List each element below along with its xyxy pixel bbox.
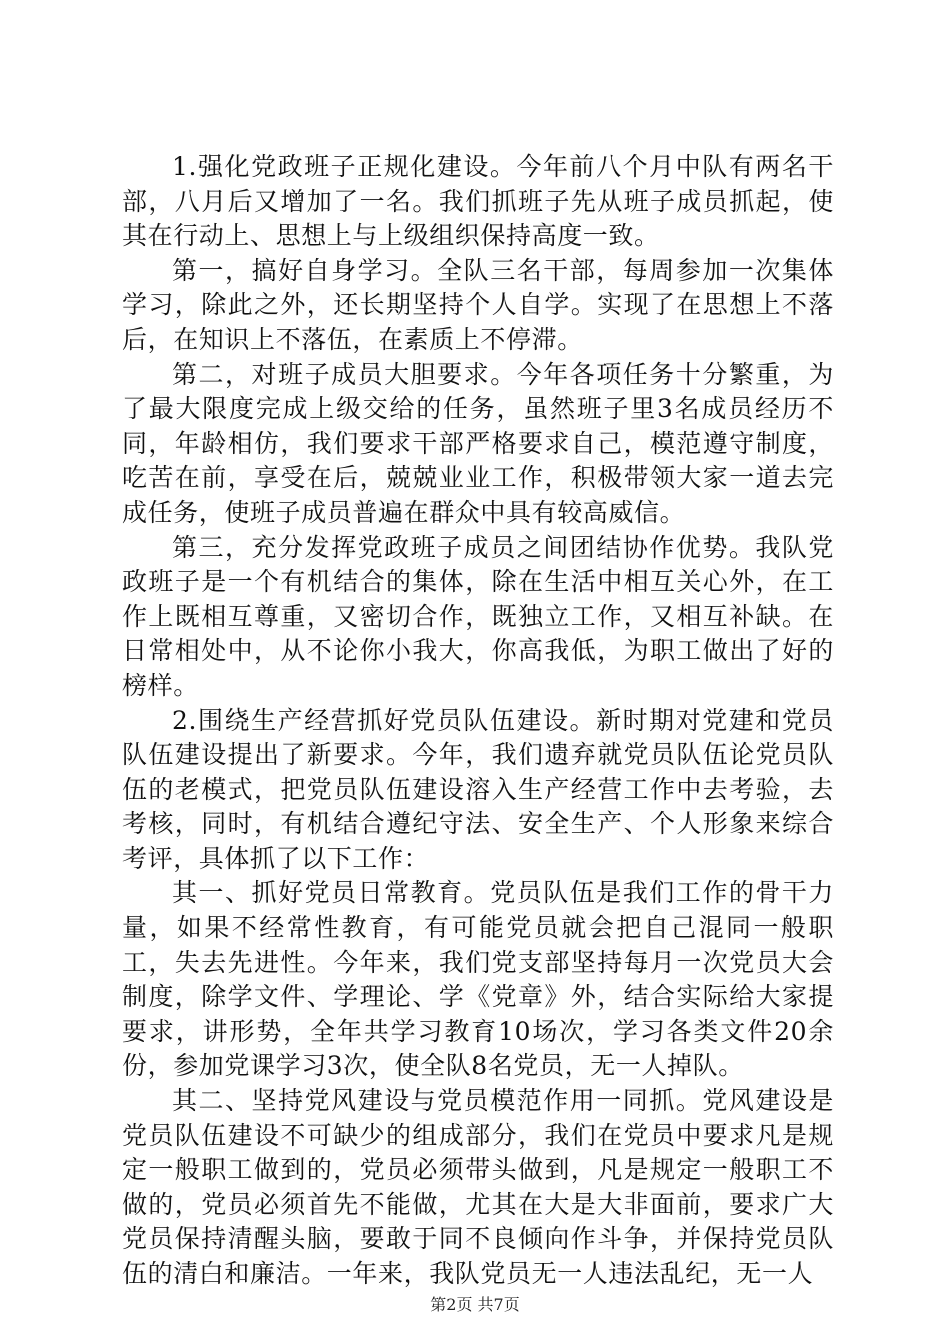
page-footer: 第2页 共7页 (430, 1295, 520, 1314)
paragraph-party-style: 其二、坚持党风建设与党员模范作用一同抓。党风建设是党员队伍建设不可缺少的组成部分，我们在党员中要求凡是规定一般职工做到的，党员必须带头做到，凡是规定一般职工不做的，党员必须首先不能做，尤其在大是大非面前，要求广大党员保持清醒头脑，要敢于同不良倾向作斗争，并保持党员队伍的清白和廉洁。一年来，我队党员无一人违法乱纪，无一人 (122, 1086, 834, 1288)
paragraph-third-cooperation: 第三，充分发挥党政班子成员之间团结协作优势。我队党政班子是一个有机结合的集体，除在生活中相互关心外，在工作上既相互尊重，又密切合作，既独立工作，又相互补缺。在日常相处中，从不论你小我大，你高我低，为职工做出了好的榜样。 (122, 532, 834, 700)
paragraph-strengthen-leadership: 1.强化党政班子正规化建设。今年前八个月中队有两名干部，八月后又增加了一名。我们抓班子先从班子成员抓起，使其在行动上、思想上与上级组织保持高度一致。 (122, 152, 834, 251)
paragraph-first-self-study: 第一，搞好自身学习。全队三名干部，每周参加一次集体学习，除此之外，还长期坚持个人自学。实现了在思想上不落后，在知识上不落伍，在素质上不停滞。 (122, 255, 834, 354)
paragraph-daily-education: 其一、抓好党员日常教育。党员队伍是我们工作的骨干力量，如果不经常性教育，有可能党员就会把自己混同一般职工，失去先进性。今年来，我们党支部坚持每月一次党员大会制度，除学文件、学理论、学《党章》外，结合实际给大家提要求，讲形势，全年共学习教育10场次，学习各类文件20余份，参加党课学习3次，使全队8名党员，无一人掉队。 (122, 878, 834, 1081)
paragraph-second-requirements: 第二，对班子成员大胆要求。今年各项任务十分繁重，为了最大限度完成上级交给的任务，虽然班子里3名成员经历不同，年龄相仿，我们要求干部严格要求自己，模范遵守制度，吃苦在前，享受在后，兢兢业业工作，积极带领大家一道去完成任务，使班子成员普遍在群众中具有较高威信。 (122, 359, 834, 527)
paragraph-party-member-team: 2.围绕生产经营抓好党员队伍建设。新时期对党建和党员队伍建设提出了新要求。今年，我们遗弃就党员队伍论党员队伍的老模式，把党员队伍建设溶入生产经营工作中去考验，去考核，同时，有机结合遵纪守法、安全生产、个人形象来综合考评，具体抓了以下工作： (122, 705, 834, 873)
body-text (122, 150, 834, 1292)
